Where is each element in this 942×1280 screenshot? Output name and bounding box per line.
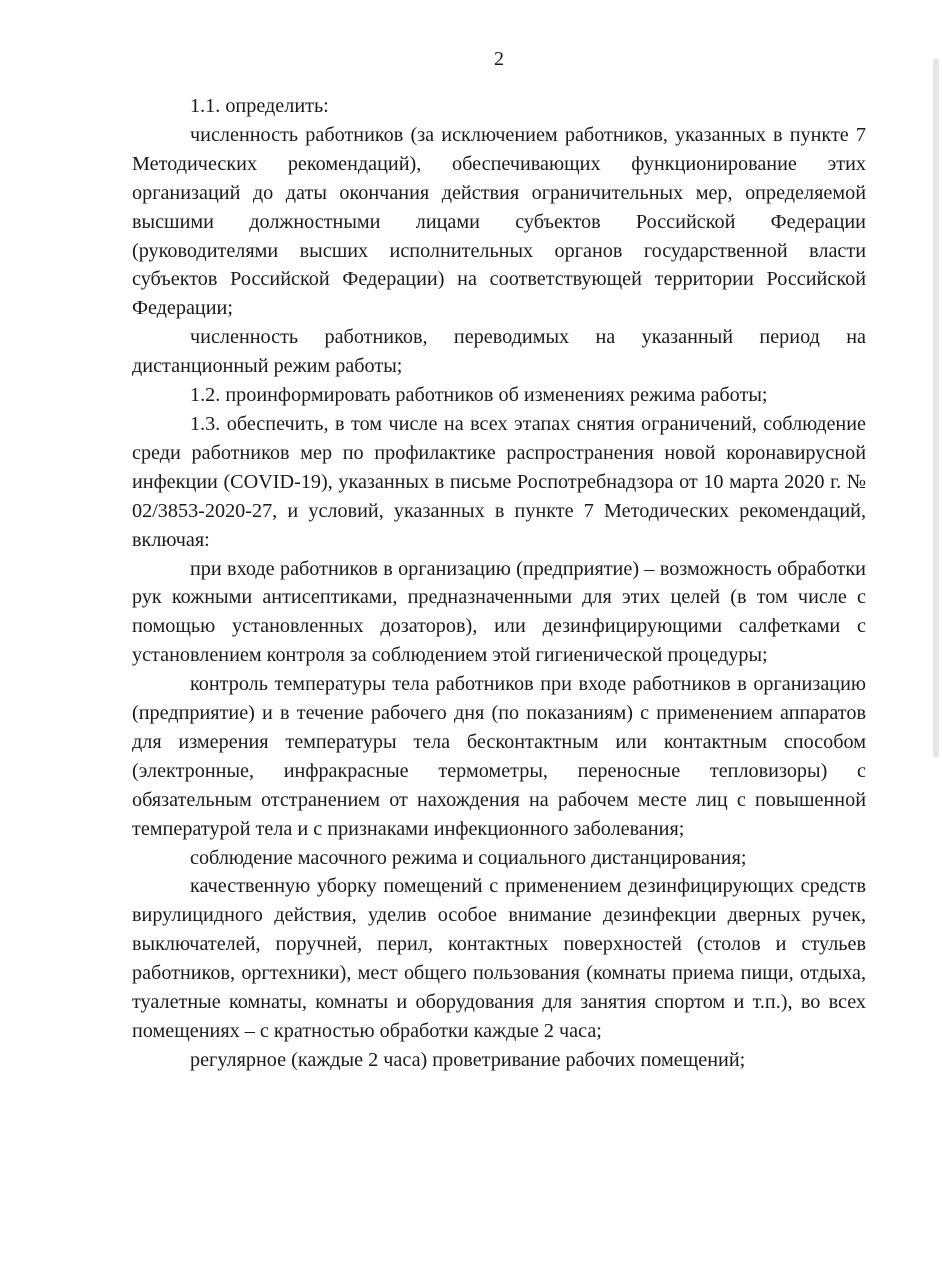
paragraph-mask-regime: соблюдение масочного режима и социального дистанцирования;: [190, 846, 747, 869]
document-body: [132, 92, 866, 1075]
paragraph-cleaning: качественную уборку помещений с применением дезинфицирующих средств вирулицидного действия, уделив особое внимание дезинфекции дверных ручек, выключателей, поручней, перил, контактных поверхностей (столов и стульев работников, оргтехники), мест общего пользования (комнаты приема пищи, отдыха, туалетные комнаты, комнаты и оборудования для занятия спортом и т.п.), во всех помещениях – с кратностью обработки каждые 2 часа;: [132, 875, 866, 1042]
paragraph-1-1: 1.1. определить:: [190, 95, 329, 117]
paragraph-1-2: 1.2. проинформировать работников об изменениях режима работы;: [190, 384, 768, 407]
paragraph-staff-count: численность работников (за исключением работников, указанных в пункте 7 Методических рекомендаций), обеспечивающих функционирование этих организаций до даты окончания действия ограничительных мер, определяемой высшими должностными лицами субъектов Российской Федерации (руководителями высших исполнительных органов государственной власти субъектов Российской Федерации) на соответствующей территории Российской Федерации;: [132, 123, 866, 320]
paragraph-ventilation: регулярное (каждые 2 часа) проветривание рабочих помещений;: [190, 1048, 746, 1071]
paragraph-temperature-control: контроль температуры тела работников при входе работников в организацию (предприятие) и в течение рабочего дня (по показаниям) с применением аппаратов для измерения температуры тела бесконтактным или контактным способом (электронные, инфракрасные термометры, переносные тепловизоры) с обязательным отстранением от нахождения на рабочем месте лиц с повышенной температурой тела и с признаками инфекционного заболевания;: [132, 673, 866, 840]
paragraph-hand-sanitizing: при входе работников в организацию (предприятие) – возможность обработки рук кожными антисептиками, предназначенными для этих целей (в том числе с помощью установленных дозаторов), или дезинфицирующими салфетками с установлением контроля за соблюдением этой гигиенической процедуры;: [132, 557, 866, 667]
paragraph-1-3: 1.3. обеспечить, в том числе на всех этапах снятия ограничений, соблюдение среди работников мер по профилактике распространения новой коронавирусной инфекции (COVID-19), указанных в письме Роспотребнадзора от 10 марта 2020 г. № 02/3853-2020-27, и условий, указанных в пункте 7 Методических рекомендаций, включая:: [132, 412, 866, 551]
scrollbar[interactable]: [933, 58, 939, 758]
paragraph-remote-staff: численность работников, переводимых на указанный период на дистанционный режим работы;: [132, 326, 866, 378]
page-number: 2: [494, 48, 504, 70]
